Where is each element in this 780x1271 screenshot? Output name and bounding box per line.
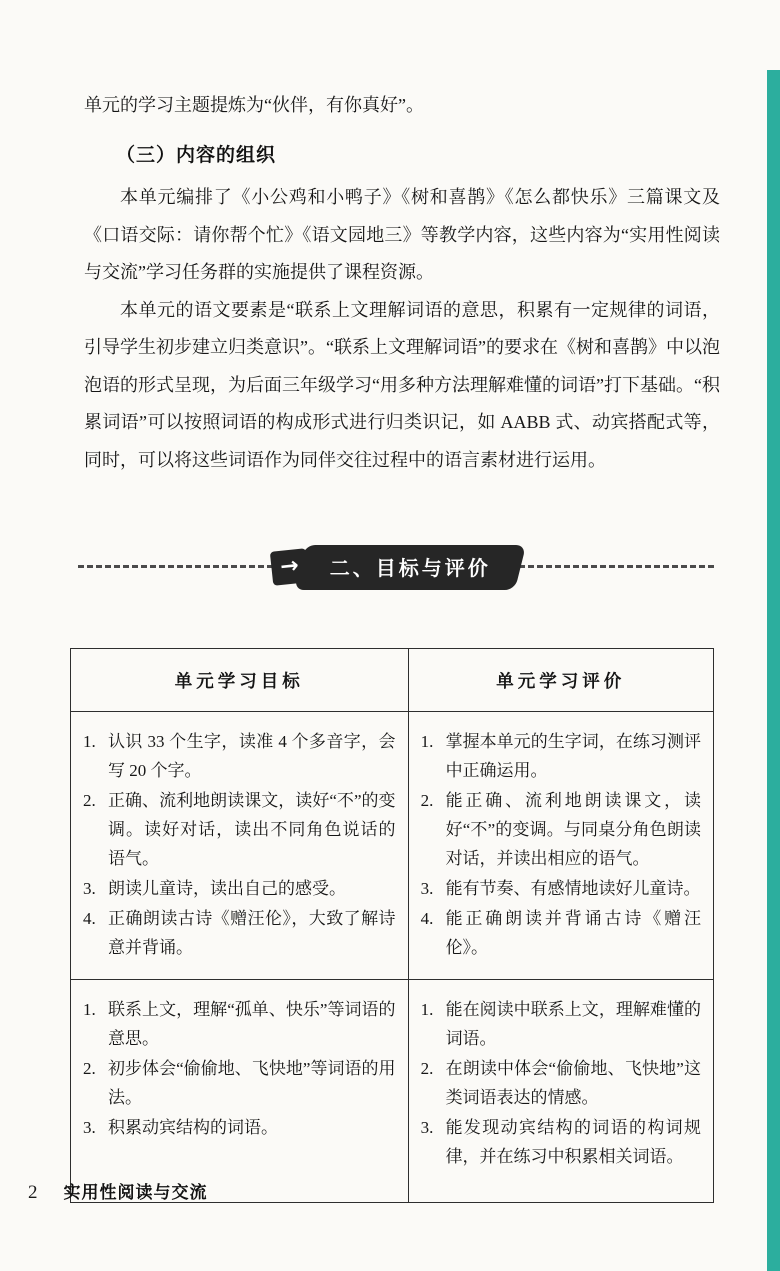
evaluation-list-2	[419, 995, 701, 1171]
evaluation-cell-1	[408, 712, 713, 980]
objective-item: 正确朗读古诗《赠汪伦》，大致了解诗意并背诵。	[108, 909, 396, 957]
objective-item: 朗读儿童诗，读出自己的感受。	[108, 879, 346, 898]
objective-item: 正确、流利地朗读课文，读好“不”的变调。读好对话，读出不同角色说话的语气。	[108, 791, 396, 868]
section-banner-badge	[294, 545, 526, 590]
section-banner	[272, 546, 521, 588]
table-header-evaluation: 单元学习评价	[408, 649, 713, 712]
page-edge-accent-bar	[767, 70, 780, 1271]
intro-paragraph: 单元的学习主题提炼为“伙伴，有你真好”。	[84, 95, 424, 115]
section-banner-label: 二、目标与评价	[329, 557, 491, 580]
objective-item: 积累动宾结构的词语。	[108, 1118, 278, 1137]
objective-item: 认识 33 个生字，读准 4 个多音字，会写 20 个字。	[108, 732, 396, 780]
goals-list-1	[81, 727, 396, 962]
objective-item: 能在阅读中联系上文，理解难懂的词语。	[445, 1000, 701, 1048]
evaluation-list-1	[419, 727, 701, 962]
objectives-table	[70, 648, 714, 1203]
page-number: 2	[28, 1182, 38, 1203]
footer-book-title: 实用性阅读与交流	[63, 1183, 208, 1202]
table-header-goals: 单元学习目标	[71, 649, 409, 712]
body-paragraph-1: 本单元编排了《小公鸡和小鸭子》《树和喜鹊》《怎么都快乐》三篇课文及《口语交际：请你帮个忙》《语文园地三》等教学内容，这些内容为“实用性阅读与交流”学习任务群的实施提供了课程资源。	[84, 187, 720, 282]
objective-item: 能正确、流利地朗读课文，读好“不”的变调。与同桌分角色朗读对话，并读出相应的语气。	[445, 791, 701, 868]
table-row	[71, 712, 714, 980]
objective-item: 能发现动宾结构的词语的构词规律，并在练习中积累相关词语。	[445, 1118, 701, 1166]
table-row	[71, 980, 714, 1203]
objective-item: 能正确朗读并背诵古诗《赠汪伦》。	[445, 909, 701, 957]
section-heading: （三）内容的组织	[116, 145, 277, 166]
page-footer	[28, 1178, 208, 1204]
objective-item: 初步体会“偷偷地、飞快地”等词语的用法。	[108, 1059, 396, 1107]
body-paragraph-2: 本单元的语文要素是“联系上文理解词语的意思，积累有一定规律的词语，引导学生初步建立归类意识”。“联系上文理解词语”的要求在《树和喜鹊》中以泡泡语的形式呈现，为后面三年级学习“用多种方法理解难懂的词语”打下基础。“积累词语”可以按照词语的构成形式进行归类识记，如 AABB 式、动宾搭配式等，同时，可以将这些词语作为同伴交往过程中的语言素材进行运用。	[84, 299, 720, 470]
main-content	[84, 88, 720, 479]
table-header-row	[71, 649, 714, 712]
arrow-glyph: →	[278, 553, 300, 580]
evaluation-cell-2	[408, 980, 713, 1203]
objective-item: 能有节奏、有感情地读好儿童诗。	[445, 879, 701, 898]
objective-item: 联系上文，理解“孤单、快乐”等词语的意思。	[108, 1000, 396, 1048]
goals-cell-2	[71, 980, 409, 1203]
section-banner-row	[78, 546, 714, 590]
goals-list-2	[81, 995, 396, 1142]
objective-item: 掌握本单元的生字词，在练习测评中正确运用。	[445, 732, 701, 780]
arrow-icon	[270, 548, 309, 586]
goals-cell-1	[71, 712, 409, 980]
objective-item: 在朗读中体会“偷偷地、飞快地”这类词语表达的情感。	[445, 1059, 701, 1107]
